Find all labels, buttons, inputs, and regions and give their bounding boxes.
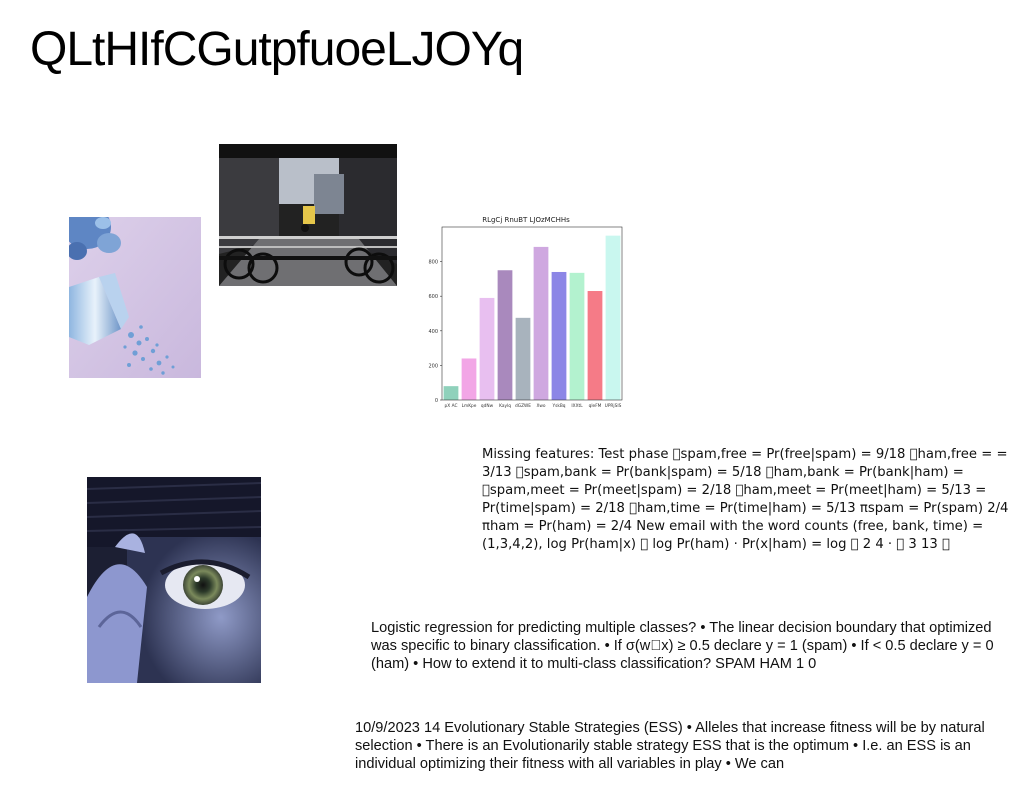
pills-image: [69, 217, 201, 378]
y-tick-label: 800: [428, 259, 438, 266]
y-tick-label: 200: [428, 363, 438, 370]
bar-chart: [415, 210, 630, 420]
x-tick-label: qleFM: [588, 404, 602, 409]
text-block-naive-bayes: Missing features: Test phase 􏰀spam,free = Pr(free|spam) = 9/18 􏰀ham,free = = 3/13 􏰀spam,bank = Pr(bank|spam) = 5/18 􏰀ham,bank = Pr(bank|ham) = 􏰀spam,meet = Pr(meet|spam) = 2/18 􏰀ham,meet = Pr(meet|ham) = 5/13 = Pr(time|spam) = 2/18 􏰀ham,time = Pr(time|ham) = 5/13 πspam = Pr(spam) 2/4 πham = Pr(ham) = 2/4 New email with the word counts (free, bank, time) = (1,3,4,2), log Pr(ham|x) 􏰁 log Pr(ham) · Pr(x|ham) = log 􏰃 2 4 · 􏰃 3 13 􏰄: [482, 447, 1009, 552]
x-tick-label: qdNw: [480, 404, 494, 409]
bar-2: [480, 298, 495, 400]
bar-8: [588, 291, 603, 400]
x-tick-label: pX AC: [444, 404, 458, 409]
bar-6: [552, 272, 567, 400]
bar-9: [606, 236, 621, 400]
bar-7: [570, 273, 585, 400]
street-image: [219, 144, 397, 286]
bar-3: [498, 270, 513, 400]
y-tick-label: 0: [434, 398, 438, 404]
x-tick-label: YskBq: [552, 404, 566, 409]
x-tick-label: Kaylq: [499, 404, 511, 409]
text-block-ess: 10/9/2023 14 Evolutionary Stable Strategies (ESS) • Alleles that increase fitness will be by natural selection • There is an Evolutionarily stable strategy ESS that is the optimum • I.e. an ESS is an individual optimizing their fitness with all variables in play • We can: [355, 720, 985, 772]
x-tick-label: dGZWE: [515, 404, 531, 409]
x-tick-label: IXXtL: [571, 404, 583, 409]
y-tick-label: 600: [428, 294, 438, 301]
bar-1: [462, 358, 477, 400]
chart-title: RLgCj RnuBT LJOzMCHHs: [482, 216, 570, 224]
y-tick-label: 400: [428, 328, 438, 335]
x-tick-label: Xwo: [536, 404, 546, 409]
chart-canvas: [415, 210, 630, 420]
x-tick-label: LmKpe: [461, 404, 477, 409]
x-tick-label: UPRjSIS: [604, 404, 622, 409]
eye-image: [87, 477, 261, 683]
bar-5: [534, 247, 549, 400]
text-block-logistic-regression: Logistic regression for predicting multiple classes? • The linear decision boundary that optimized was specific to binary classification. • If σ(w􏰀x) ≥ 0.5 declare y = 1 (spam) • If < 0.5 declare y = 0 (ham) • How to extend it to multi-class classification? SPAM HAM 1 0: [371, 620, 994, 672]
bar-0: [444, 386, 459, 400]
page-title: QLtHIfCGutpfuoeLJOYq: [30, 23, 524, 76]
bar-4: [516, 318, 531, 400]
